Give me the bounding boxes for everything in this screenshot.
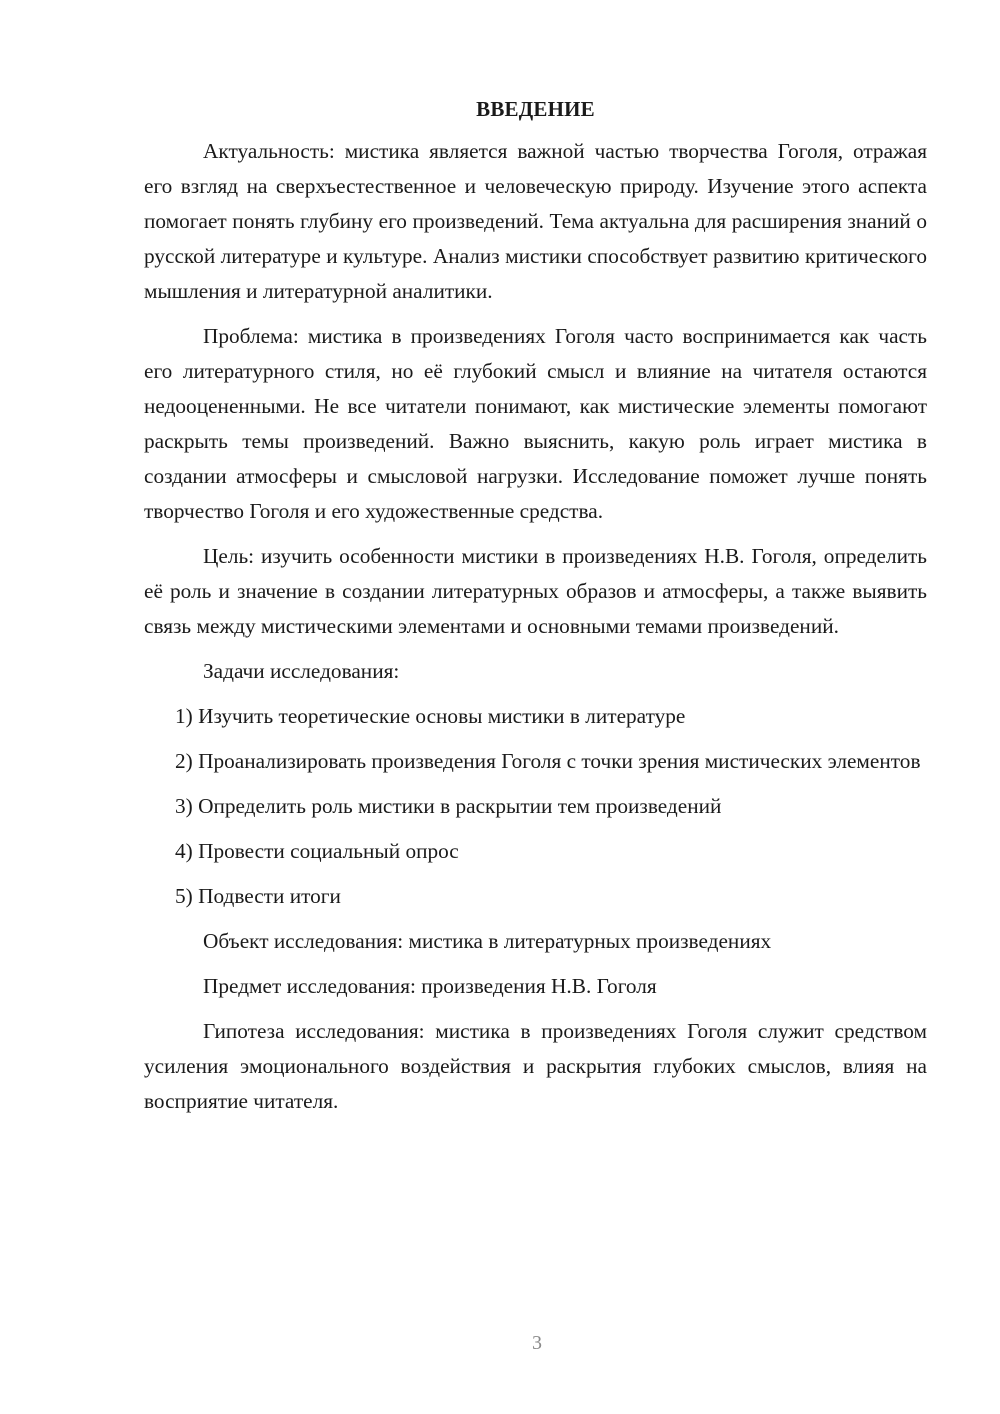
problem-paragraph: Проблема: мистика в произведениях Гоголя часто воспринимается как часть его литературного стиля, но её глубокий смысл и влияние на читателя остаются недооцененными. Не все читатели понимают, как мистические элементы помогают раскрыть темы произведений. Важно выяснить, какую роль играет мистика в создании атмосферы и смысловой нагрузки. Исследование поможет лучше понять творчество Гоголя и его художественные средства. <box>144 324 927 523</box>
goal-paragraph: Цель: изучить особенности мистики в произведениях Н.В. Гоголя, определить её роль и значение в создании литературных образов и атмосферы, а также выявить связь между мистическими элементами и основными темами произведений. <box>144 544 927 638</box>
task-item-1: 1) Изучить теоретические основы мистики в литературе <box>175 704 686 728</box>
task-item-2: 2) Проанализировать произведения Гоголя с точки зрения мистических элементов <box>175 749 921 773</box>
relevance-paragraph: Актуальность: мистика является важной частью творчества Гоголя, отражая его взгляд на сверхъестественное и человеческую природу. Изучение этого аспекта помогает понять глубину его произведений. Тема актуальна для расширения знаний о русской литературе и культуре. Анализ мистики способствует развитию критического мышления и литературной аналитики. <box>144 139 927 303</box>
page-number: 3 <box>532 1332 542 1354</box>
page-content <box>144 92 927 1129</box>
section-heading: ВВЕДЕНИЕ <box>476 97 595 121</box>
task-item-5: 5) Подвести итоги <box>175 884 341 908</box>
hypothesis-paragraph: Гипотеза исследования: мистика в произведениях Гоголя служит средством усиления эмоционального воздействия и раскрытия глубоких смыслов, влияя на восприятие читателя. <box>144 1019 927 1113</box>
tasks-label: Задачи исследования: <box>203 659 400 683</box>
task-item-3: 3) Определить роль мистики в раскрытии тем произведений <box>175 794 722 818</box>
object-paragraph: Объект исследования: мистика в литературных произведениях <box>203 929 772 953</box>
task-item-4: 4) Провести социальный опрос <box>175 839 459 863</box>
subject-paragraph: Предмет исследования: произведения Н.В. Гоголя <box>203 974 657 998</box>
